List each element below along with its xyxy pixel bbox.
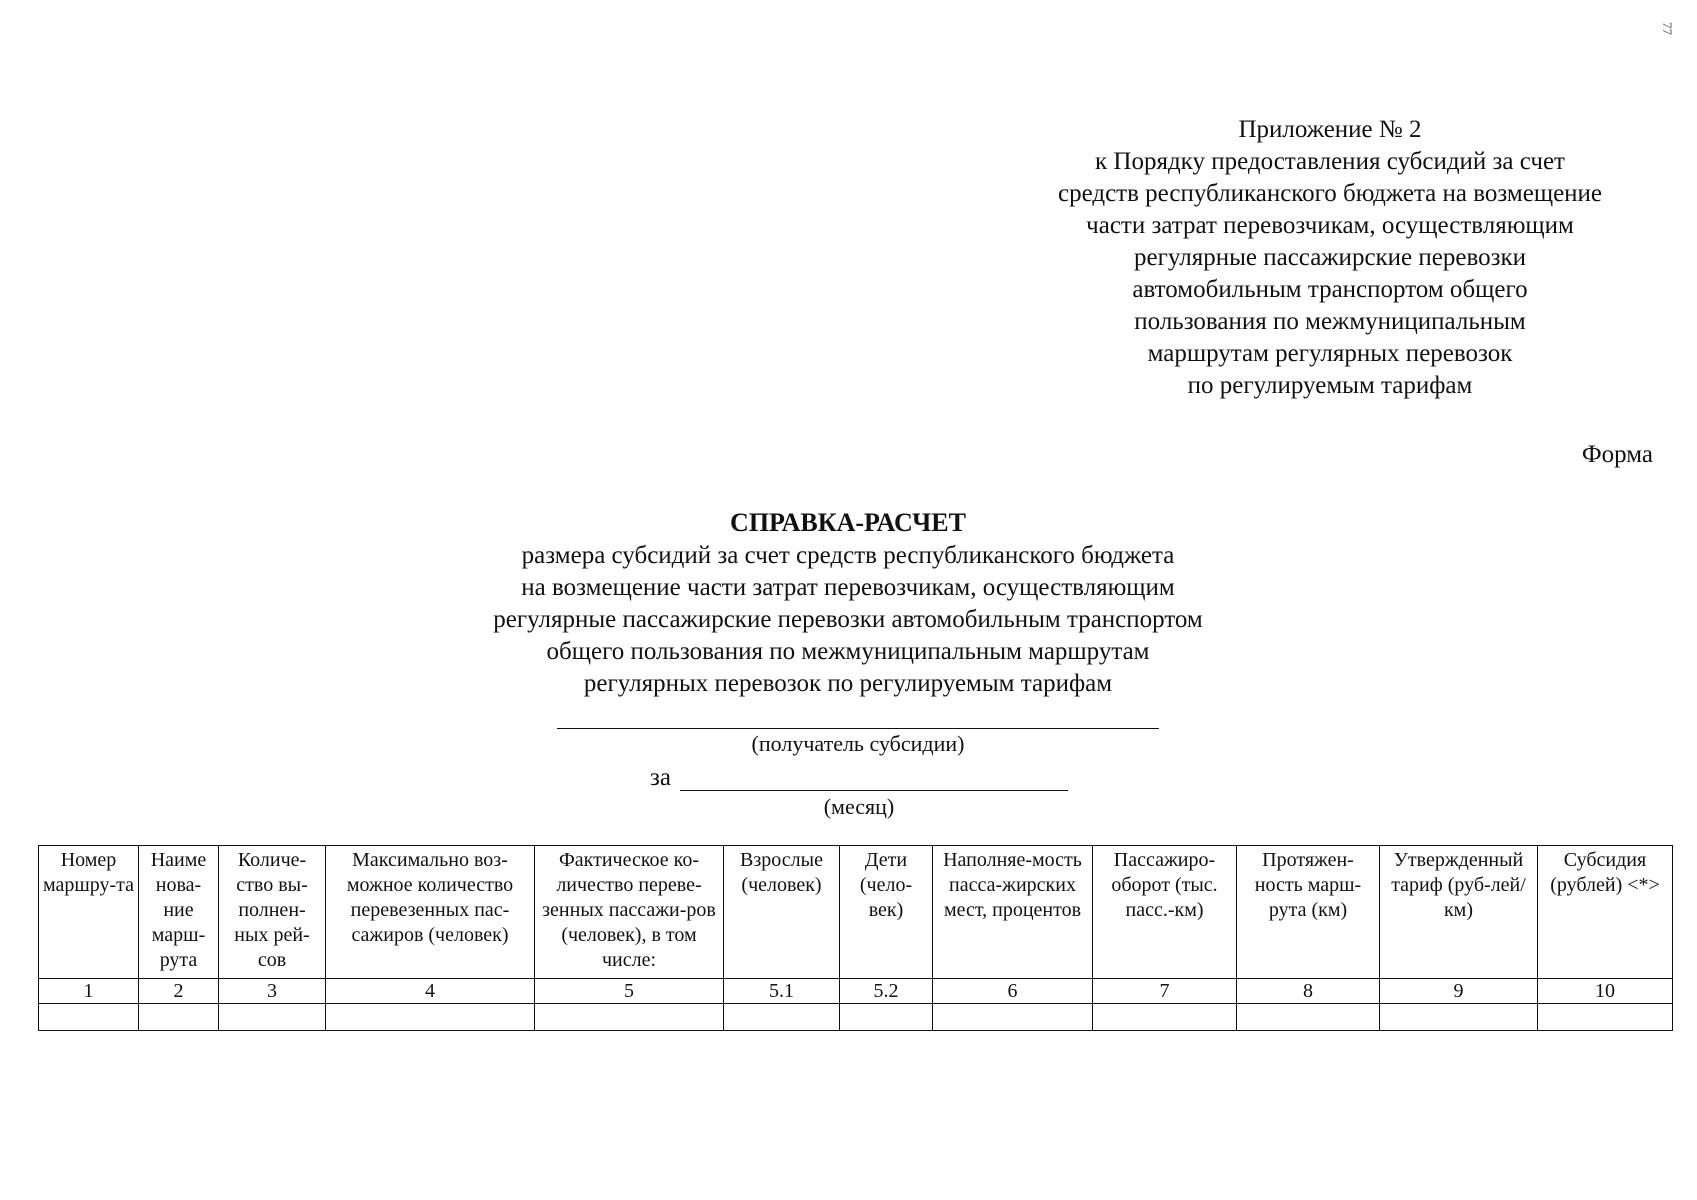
empty-cell[interactable] — [219, 1004, 326, 1031]
header-cell: Фактическое ко-личество переве-зенных пассажи-ров (человек), в том числе: — [535, 846, 724, 979]
subtitle-line: на возмещение части затрат перевозчикам, осуществляющим — [521, 574, 1175, 601]
empty-cell[interactable] — [933, 1004, 1093, 1031]
empty-cell[interactable] — [535, 1004, 724, 1031]
column-number-cell: 4 — [326, 979, 535, 1004]
column-number-cell: 9 — [1380, 979, 1538, 1004]
appendix-line: средств республиканского бюджета на возмещение — [1057, 180, 1603, 207]
header-cell: Наполняе-мость пасса-жирских мест, процентов — [933, 846, 1093, 979]
header-cell: Протяжен-ность марш-рута (км) — [1237, 846, 1380, 979]
appendix-line: регулярные пассажирские перевозки — [1133, 244, 1527, 271]
header-cell: Количе-ство вы-полнен-ных рей-сов — [219, 846, 326, 979]
header-cell: Наиме нова-ние марш-рута — [139, 846, 219, 979]
header-cell: Дети (чело-век) — [840, 846, 933, 979]
document-title-block — [348, 506, 1348, 700]
column-number-cell: 1 — [39, 979, 139, 1004]
month-caption: (месяц) — [823, 794, 895, 819]
header-cell: Взрослые (человек) — [724, 846, 840, 979]
recipient-blank-line[interactable] — [557, 728, 1159, 729]
column-number-cell: 5.2 — [840, 979, 933, 1004]
appendix-line: по регулируемым тарифам — [1187, 372, 1473, 399]
appendix-line: маршрутам регулярных перевозок — [1147, 340, 1513, 367]
recipient-caption: (получатель субсидии) — [751, 731, 965, 756]
header-cell: Субсидия (рублей) <*> — [1538, 846, 1673, 979]
column-number-cell: 8 — [1237, 979, 1380, 1004]
month-blank-line[interactable] — [680, 790, 1068, 791]
empty-cell[interactable] — [840, 1004, 933, 1031]
table-header-row — [39, 846, 1673, 979]
appendix-line: Приложение № 2 — [1238, 116, 1422, 143]
subtitle-line: регулярные пассажирские перевозки автомобильным транспортом — [493, 606, 1203, 633]
subsidy-table — [38, 845, 1673, 1031]
header-cell: Номер маршру-та — [39, 846, 139, 979]
column-number-cell: 3 — [219, 979, 326, 1004]
header-cell: Утвержденный тариф (руб-лей/км) — [1380, 846, 1538, 979]
empty-cell[interactable] — [1093, 1004, 1237, 1031]
document-title: СПРАВКА-РАСЧЕТ — [730, 508, 966, 537]
table-row — [39, 1004, 1673, 1031]
form-label: Форма — [1581, 441, 1653, 468]
empty-cell[interactable] — [326, 1004, 535, 1031]
column-number-cell: 6 — [933, 979, 1093, 1004]
empty-cell[interactable] — [1380, 1004, 1538, 1031]
appendix-line: к Порядку предоставления субсидий за счет — [1095, 148, 1565, 175]
column-number-row — [39, 979, 1673, 1004]
subtitle-line: регулярных перевозок по регулируемым тарифам — [583, 670, 1113, 697]
column-number-cell: 5.1 — [724, 979, 840, 1004]
appendix-line: пользования по межмуниципальным — [1134, 308, 1526, 335]
column-number-cell: 10 — [1538, 979, 1673, 1004]
appendix-line: части затрат перевозчикам, осуществляющим — [1086, 212, 1574, 239]
empty-cell[interactable] — [1538, 1004, 1673, 1031]
subtitle-line: размера субсидий за счет средств республиканского бюджета — [521, 542, 1175, 569]
header-cell: Пассажиро-оборот (тыс. пасс.-км) — [1093, 846, 1237, 979]
subtitle-line: общего пользования по межмуниципальным маршрутам — [546, 638, 1150, 665]
empty-cell[interactable] — [1237, 1004, 1380, 1031]
empty-cell[interactable] — [139, 1004, 219, 1031]
column-number-cell: 7 — [1093, 979, 1237, 1004]
column-number-cell: 5 — [535, 979, 724, 1004]
empty-cell[interactable] — [39, 1004, 139, 1031]
header-cell: Максимально воз-можное количество перевезенных пас-сажиров (человек) — [326, 846, 535, 979]
appendix-header — [1000, 114, 1660, 402]
column-number-cell: 2 — [139, 979, 219, 1004]
page-margin-mark: 77 — [1660, 22, 1675, 35]
period-label: за — [650, 764, 671, 791]
appendix-line: автомобильным транспортом общего — [1132, 276, 1528, 303]
empty-cell[interactable] — [724, 1004, 840, 1031]
